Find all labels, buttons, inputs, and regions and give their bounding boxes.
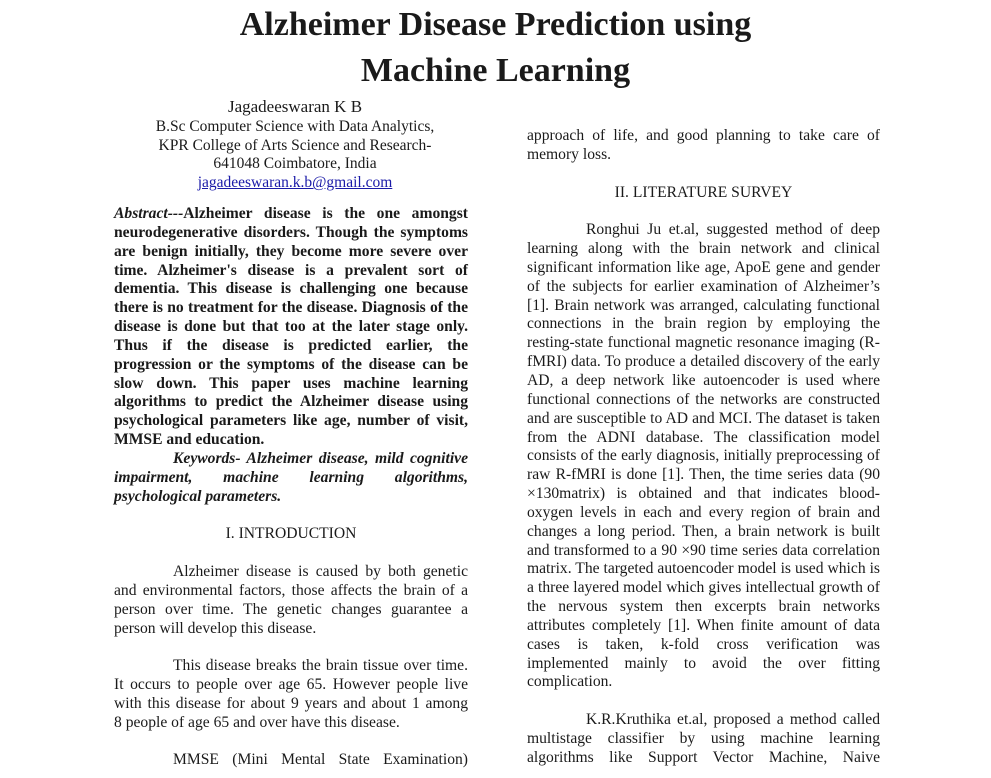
left-column: [114, 205, 468, 770]
literature-paragraph-2: K.R.Kruthika et.al, proposed a method called multistage classifier by using machine learning algorithms like Support Vector Machine, Naive: [527, 711, 880, 766]
paper-title: [0, 2, 991, 94]
affiliation-line-2: KPR College of Arts Science and Research-: [158, 136, 432, 154]
abstract: [114, 205, 468, 450]
introduction-paragraph-1: Alzheimer disease is caused by both genetic and environmental factors, those affects the brain of a person over time. The genetic changes guarantee a person will develop this disease.: [114, 563, 468, 637]
title-line-2: Machine Learning: [360, 52, 631, 89]
author-email-link[interactable]: jagadeeswaran.k.b@gmail.com: [197, 174, 393, 192]
introduction-paragraph-2: [114, 657, 468, 714]
abstract-text: Alzheimer disease is the one amongst neurodegenerative disorders. Though the symptoms are benign initially, they become more severe over time. Alzheimer's disease is a prevalent sort of dementia. This disease is challenging one because there is no treatment for the disease. Diagnosis of the disease is done but that too at the later stage only. Thus if the disease is predicted earlier, the progression or the symptoms of the disease can be slow down. This paper uses machine learning algorithms to predict the Alzheimer disease using psychological parameters like age, number of visit, MMSE and education.: [114, 205, 468, 449]
author-affiliation: [105, 118, 485, 193]
title-line-1: Alzheimer Disease Prediction using: [239, 6, 752, 43]
introduction-paragraph-2-text: This disease breaks the brain tissue over time. It occurs to people over age 65. However people live with this disease for about 9 years and about 1 among: [114, 657, 468, 712]
literature-paragraph-1: Ronghui Ju et.al, suggested method of deep learning along with the brain network and clinical significant information like age, ApoE gene and gender of the subjects for earlier examination of Alzheimer’s [1]. Brain network was arranged, calculating functional connections in the brain region by employing the resting-state functional magnetic resonance imaging (R-fMRI) data. To produce a detailed discovery of the early AD, a deep network like autoencoder is used where functional connections of the networks are constructed and are susceptible to AD and MCI. The dataset is taken from the ADNI database. The classification model consists of the early diagnosis, initially preprocessing of raw R-fMRI is done [1]. Then, the time series data (90 ×130matrix) is obtained and that indicates blood-oxygen levels in each and every region of brain and changes a long period. Then, a brain network is built and transformed to a 90 ×90 time series data correlation matrix. The targeted autoencoder model is used which is a three layered model which gives intellectual growth of the nervous system then excerpts brain networks attributes completely [1]. When finite amount of data cases is taken, k-fold cross verification was implemented mainly to avoid the over fitting complication.: [527, 221, 880, 691]
keywords: Keywords- Alzheimer disease, mild cognitive impairment, machine learning algorithms, psychological parameters.: [114, 449, 468, 505]
introduction-paragraph-3: MMSE (Mini Mental State Examination): [173, 751, 468, 769]
author-name: Jagadeeswaran K B: [227, 97, 363, 116]
right-column-continued-text: approach of life, and good planning to take care of memory loss.: [527, 127, 880, 163]
affiliation-line-3: 641048 Coimbatore, India: [213, 155, 377, 173]
affiliation-line-1: B.Sc Computer Science with Data Analytics,: [155, 118, 435, 135]
abstract-label: Abstract---: [114, 205, 184, 222]
right-column: [527, 127, 880, 768]
literature-survey-heading: II. LITERATURE SURVEY: [614, 183, 793, 201]
introduction-paragraph-2-end: 8 people of age 65 and over have this disease.: [114, 713, 400, 731]
introduction-heading: I. INTRODUCTION: [225, 525, 357, 543]
